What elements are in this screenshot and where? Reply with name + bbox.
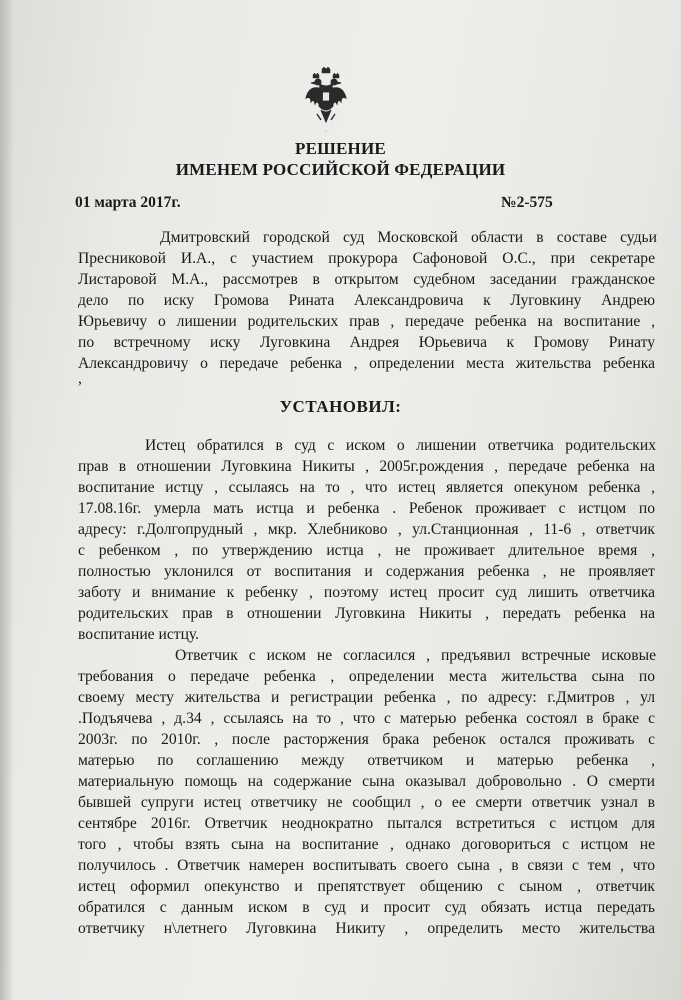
paragraph-line: своему месту жительства и регистрации ребенка , по адресу: г.Дмитров , ул bbox=[78, 689, 655, 706]
paragraph-line: сентябре 2016г. Ответчик неоднократно пытался встретиться с истцом для bbox=[78, 815, 655, 832]
paragraph-line: истец оформил опекунство и препятствует общению с сыном , ответчик bbox=[78, 878, 655, 895]
intro-line: , bbox=[78, 370, 82, 387]
document-title: РЕШЕНИЕ bbox=[295, 139, 386, 158]
document-subtitle: ИМЕНЕМ РОССИЙСКОЙ ФЕДЕРАЦИИ bbox=[175, 160, 506, 179]
paragraph-line: Ответчик с иском не согласился , предъявил встречные исковые bbox=[175, 647, 656, 664]
paragraph-line: адресу: г.Долгопрудный , мкр. Хлебниково , ул.Станционная , 11-6 , ответчик bbox=[78, 521, 655, 538]
paragraph-line: бывшей супруги истец ответчику не сообщил , о ее смерти ответчик узнал в bbox=[78, 794, 655, 811]
paragraph-line: заботу и внимание к ребенку , поэтому истец просит суд лишить ответчика bbox=[78, 584, 655, 601]
section-heading: УСТАНОВИЛ: bbox=[279, 397, 402, 416]
paragraph-line: получилось . Ответчик намерен воспитывать своего сына , в связи с тем , что bbox=[78, 857, 655, 874]
paragraph-line: родительских прав в отношении Луговкина Никиты , передать ребенка на bbox=[78, 605, 655, 622]
paragraph-line: 17.08.16г. умерла мать истца и ребенка . Ребенок проживает с истцом по bbox=[78, 500, 655, 517]
paragraph-line: 2003г. по 2010г. , после расторжения брака ребенок остался проживать с bbox=[78, 731, 655, 748]
paragraph-line: полностью уклонился от воспитания и содержания ребенка , не проявляет bbox=[78, 563, 655, 580]
paragraph-line: материальную помощь на содержание сына оказывал добровольно . О смерти bbox=[78, 773, 655, 790]
svg-text:•: • bbox=[325, 129, 327, 133]
coat-of-arms-emblem bbox=[305, 66, 347, 136]
paragraph-line: матерью по соглашению между ответчиком и матерью ребенка , bbox=[78, 752, 655, 769]
paragraph-line: .Подъячева , д.34 , ссылаясь на то , что с матерью ребенка состоял в браке с bbox=[78, 710, 655, 727]
paragraph-line: воспитание истцу , ссылаясь на то , что истец является опекуном ребенка , bbox=[78, 479, 655, 496]
intro-line: дело по иску Громова Рината Александровича к Луговкину Андрею bbox=[78, 292, 655, 309]
paragraph-line: прав в отношении Луговкина Никиты , 2005г.рождения , передаче ребенка на bbox=[78, 458, 655, 475]
paragraph-line: Истец обратился в суд с иском о лишении ответчика родительских bbox=[145, 437, 656, 454]
paragraph-line: с ребенком , по утверждению истца , не проживает длительное время , bbox=[78, 542, 655, 559]
case-number: №2-575 bbox=[501, 194, 553, 211]
intro-line: Александровичу о передаче ребенка , определении места жительства ребенка bbox=[78, 355, 655, 372]
intro-line: Юрьевичу о лишении родительских прав , передаче ребенка на воспитание , bbox=[78, 313, 655, 330]
intro-line: Листаровой М.А., рассмотрев в открытом судебном заседании гражданское bbox=[78, 271, 655, 288]
paragraph-line: ответчику н\летнего Луговкина Никиту , определить место жительства bbox=[78, 920, 655, 937]
decision-date: 01 марта 2017г. bbox=[75, 194, 181, 211]
paragraph-line: того , чтобы взять сына на воспитание , однако договориться с истцом не bbox=[78, 836, 655, 853]
paragraph-line: обратился с данным иском в суд и просит суд обязать истца передать bbox=[78, 899, 655, 916]
paragraph-line: требования о передаче ребенка , определении места жительства сына по bbox=[78, 668, 655, 685]
paragraph-line: воспитание истцу. bbox=[78, 626, 200, 643]
intro-line: по встречному иску Луговкина Андрея Юрьевича к Громову Ринату bbox=[78, 334, 655, 351]
intro-line: Пресниковой И.А., с участием прокурора Сафоновой О.С., при секретаре bbox=[78, 250, 655, 267]
intro-line: Дмитровский городской суд Московской области в составе судьи bbox=[160, 229, 657, 246]
